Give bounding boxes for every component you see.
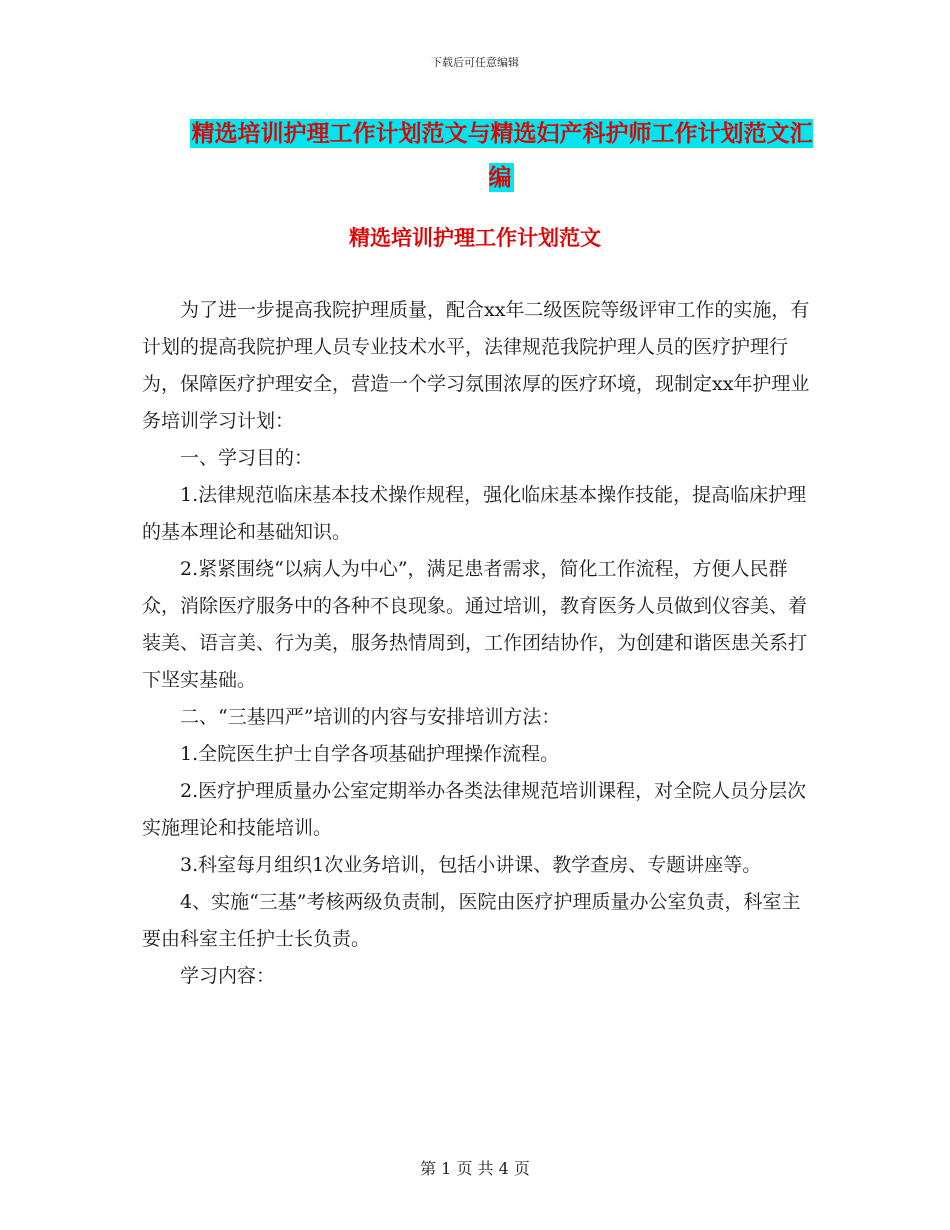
body-paragraph: 一、学习目的： — [180, 447, 314, 469]
document-title — [186, 112, 816, 200]
document-body — [142, 292, 810, 995]
body-paragraph: 1.法律规范临床基本技术操作规程，强化临床基本操作技能，提高临床护理的基本理论和基础知识。 — [142, 484, 807, 543]
body-paragraph: 为了进一步提高我院护理质量，配合xx年二级医院等级评审工作的实施，有计划的提高我院护理人员专业技术水平，法律规范我院护理人员的医疗护理行为，保障医疗护理安全，营造一个学习氛围浓厚的医疗环境，现制定xx年护理业务培训学习计划： — [142, 299, 810, 432]
body-paragraph: 2.医疗护理质量办公室定期举办各类法律规范培训课程，对全院人员分层次实施理论和技能培训。 — [142, 780, 807, 839]
document-title-text: 精选培训护理工作计划范文与精选妇产科护师工作计划范文汇编 — [191, 120, 813, 191]
body-paragraph: 二、“三基四严”培训的内容与安排培训方法： — [180, 706, 561, 728]
section-title: 精选培训护理工作计划范文 — [349, 225, 601, 250]
body-paragraph: 2.紧紧围绕“以病人为中心”，满足患者需求，简化工作流程，方便人民群众，消除医疗服务中的各种不良现象。通过培训，教育医务人员做到仪容美、着装美、语言美、行为美，服务热情周到，工作团结协作，为创建和谐医患关系打下坚实基础。 — [142, 558, 808, 691]
body-paragraph: 4、实施“三基”考核两级负责制，医院由医疗护理质量办公室负责，科室主要由科室主任护士长负责。 — [142, 891, 801, 950]
body-paragraph: 3.科室每月组织1次业务培训，包括小讲课、教学查房、专题讲座等。 — [180, 854, 762, 876]
body-paragraph: 1.全院医生护士自学各项基础护理操作流程。 — [180, 743, 560, 765]
page-footer: 第 1 页 共 4 页 — [420, 1159, 530, 1178]
page-header-note: 下载后可任意编辑 — [431, 56, 519, 69]
body-paragraph: 学习内容： — [180, 965, 276, 987]
